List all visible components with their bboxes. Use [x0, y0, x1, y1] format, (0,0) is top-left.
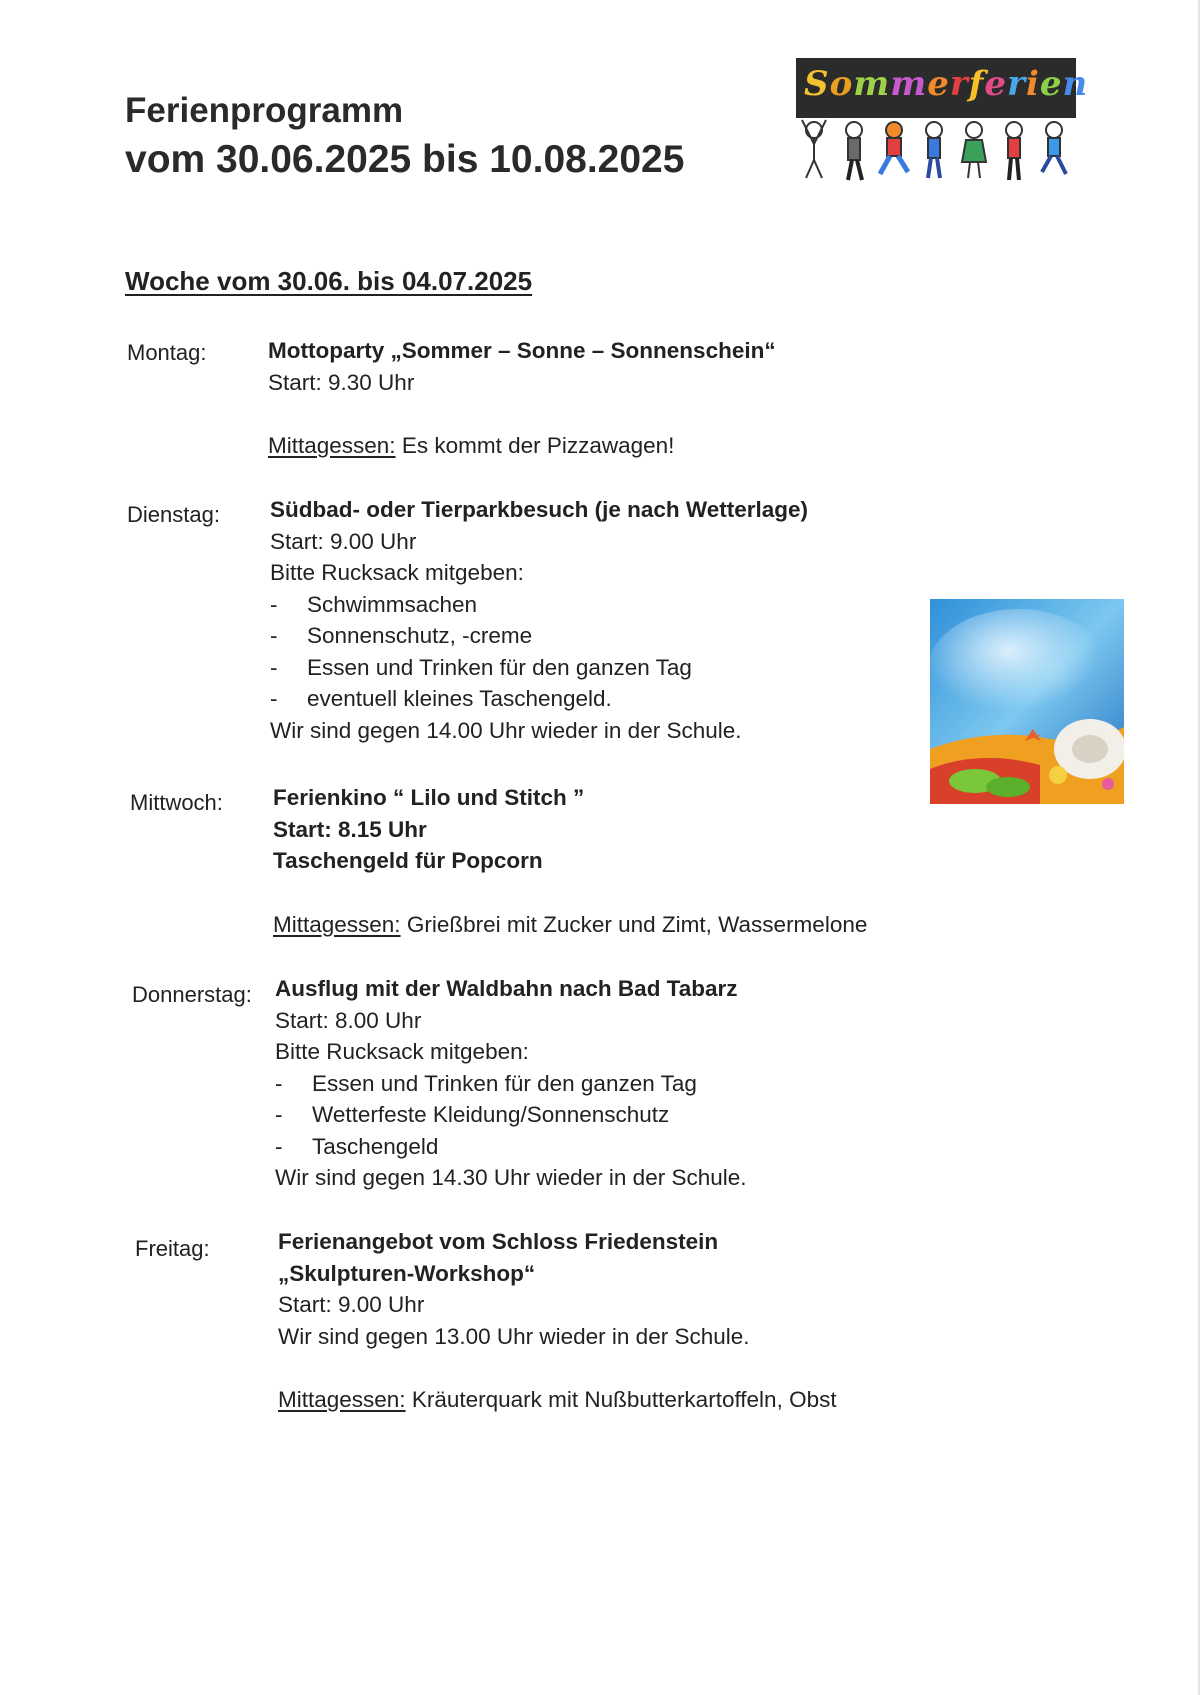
dienstag-return: Wir sind gegen 14.00 Uhr wieder in der Schule.: [270, 717, 742, 743]
kids-icon: [796, 118, 1076, 188]
freitag-title-1: Ferienangebot vom Schloss Friedenstein: [278, 1229, 719, 1254]
mittwoch-lunch: [273, 909, 867, 941]
lunch-text: Grießbrei mit Zucker und Zimt, Wassermelone: [406, 911, 868, 937]
title-line-2: vom 30.06.2025 bis 10.08.2025: [125, 138, 685, 181]
montag-title: Mottoparty „Sommer – Sonne – Sonnenschein“: [268, 338, 776, 363]
freitag-title-2: „Skulpturen-Workshop“: [278, 1260, 536, 1286]
lunch-label: Mittagessen:: [273, 911, 401, 937]
page-title: [125, 88, 684, 186]
lunch-label: Mittagessen:: [268, 433, 396, 458]
dienstag-title: Südbad- oder Tierparkbesuch (je nach Wetterlage): [270, 497, 809, 522]
day-label-montag: Montag:: [127, 340, 207, 365]
day-label-mittwoch: Mittwoch:: [130, 790, 223, 815]
donnerstag-pack: Bitte Rucksack mitgeben:: [275, 1039, 529, 1064]
donnerstag-start: Start: 8.00 Uhr: [275, 1007, 422, 1033]
dienstag-entry: [270, 494, 808, 746]
list-item: - Taschengeld: [275, 1133, 439, 1159]
lunch-text: Kräuterquark mit Nußbutterkartoffeln, Obst: [411, 1387, 837, 1412]
dienstag-start: Start: 9.00 Uhr: [270, 528, 417, 554]
freitag-start: Start: 9.00 Uhr: [278, 1292, 425, 1317]
week-heading: Woche vom 30.06. bis 04.07.2025: [125, 266, 533, 296]
list-item: - Sonnenschutz, -creme: [270, 623, 533, 648]
list-item: - Schwimmsachen: [270, 591, 478, 617]
lunch-text: Es kommt der Pizzawagen!: [401, 433, 675, 458]
day-label-freitag: Freitag:: [135, 1236, 210, 1261]
donnerstag-title: Ausflug mit der Waldbahn nach Bad Tabarz: [275, 976, 738, 1001]
day-label-dienstag: Dienstag:: [127, 502, 220, 527]
donnerstag-entry: [275, 973, 747, 1194]
mittwoch-note: Taschengeld für Popcorn: [273, 848, 543, 873]
mittwoch-entry: [273, 782, 867, 940]
pool-beach-photo: [930, 599, 1124, 804]
montag-entry: [268, 335, 776, 462]
list-item: - eventuell kleines Taschengeld.: [270, 686, 612, 711]
montag-lunch: [268, 430, 776, 462]
sommerferien-logo: [796, 58, 1089, 188]
montag-start: Start: 9.30 Uhr: [268, 369, 415, 395]
donnerstag-return: Wir sind gegen 14.30 Uhr wieder in der Schule.: [275, 1165, 747, 1190]
logo-word: Sommerferien: [804, 64, 1089, 104]
freitag-return: Wir sind gegen 13.00 Uhr wieder in der Schule.: [278, 1323, 750, 1349]
list-item: - Essen und Trinken für den ganzen Tag: [275, 1070, 697, 1096]
list-item: - Wetterfeste Kleidung/Sonnenschutz: [275, 1102, 670, 1127]
freitag-lunch: [278, 1384, 837, 1416]
lunch-label: Mittagessen:: [278, 1387, 406, 1412]
title-line-1: Ferienprogramm: [125, 91, 404, 130]
list-item: - Essen und Trinken für den ganzen Tag: [270, 654, 692, 680]
mittwoch-title: Ferienkino “ Lilo und Stitch ”: [273, 785, 585, 810]
freitag-entry: [278, 1226, 837, 1416]
mittwoch-start: Start: 8.15 Uhr: [273, 816, 427, 842]
day-label-donnerstag: Donnerstag:: [132, 982, 252, 1007]
dienstag-pack: Bitte Rucksack mitgeben:: [270, 560, 524, 585]
